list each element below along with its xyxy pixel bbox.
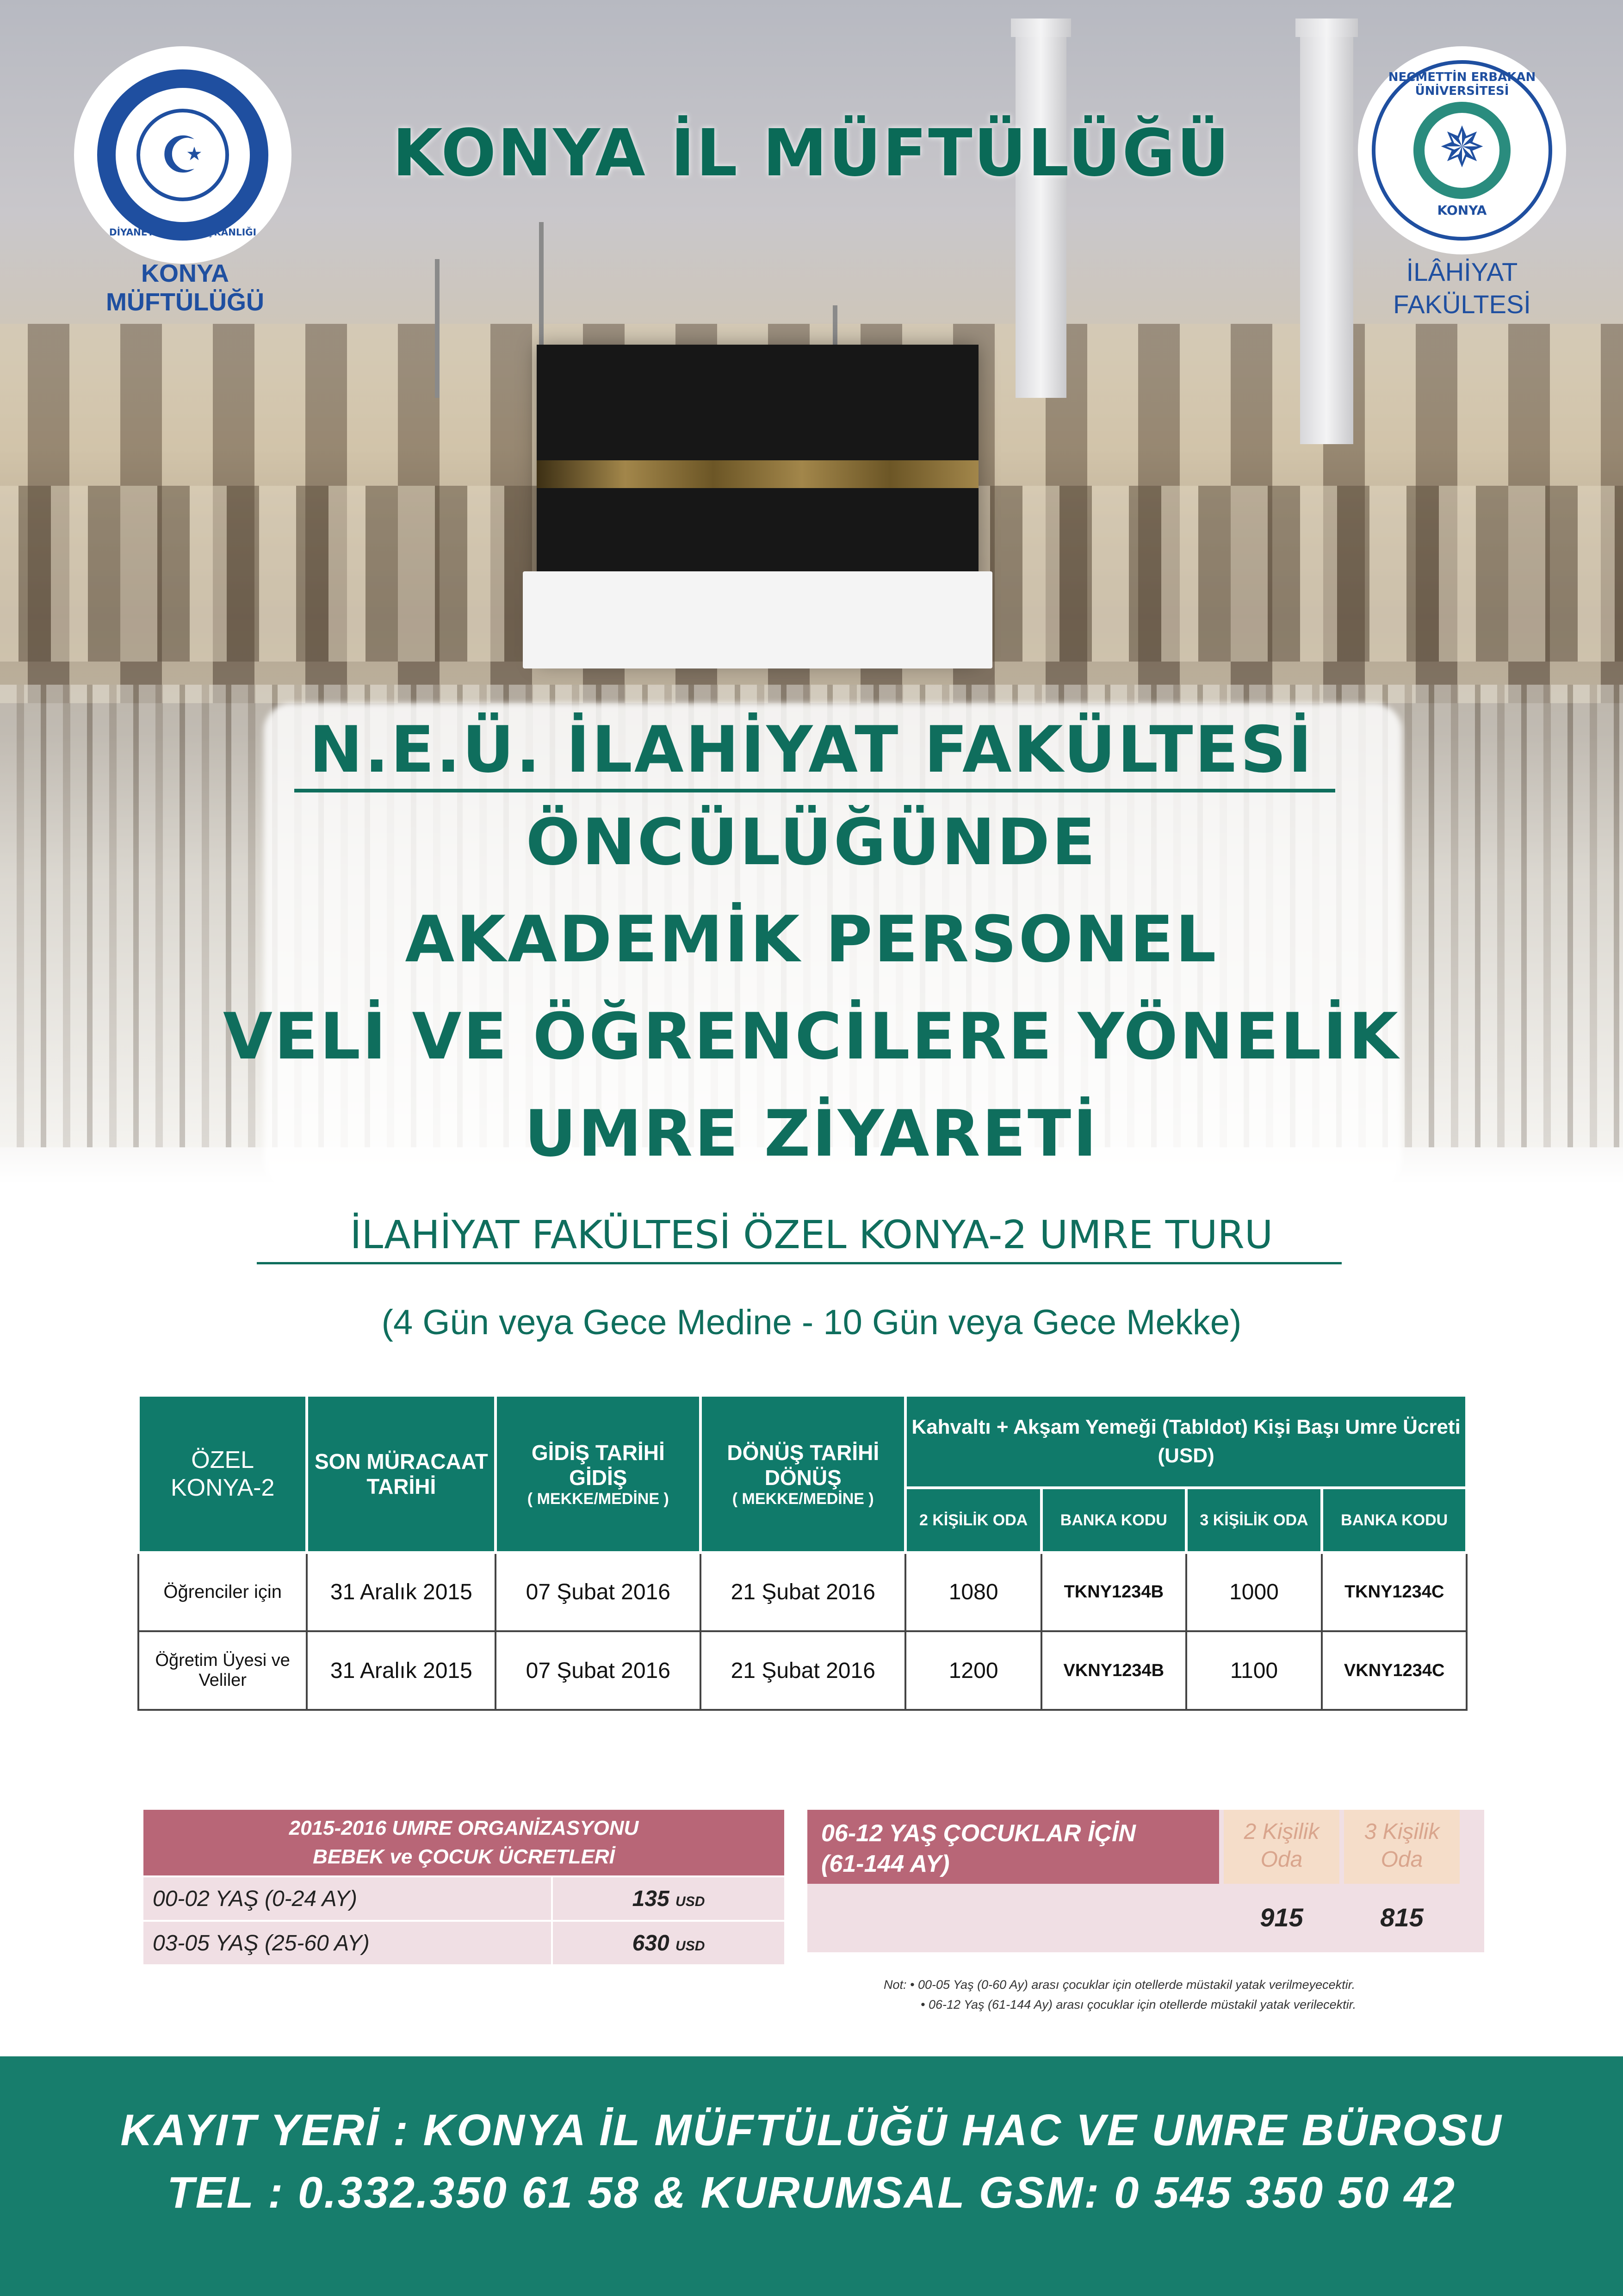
cell-room2: 1200 <box>905 1631 1041 1710</box>
older-kids-col-2 <box>1344 1810 1460 1884</box>
older-kids-panel <box>807 1810 1484 1952</box>
kids-amount <box>552 1876 784 1921</box>
kids-age-label: 00-02 YAŞ (0-24 AY) <box>143 1876 552 1921</box>
col-return-1: DÖNÜŞ TARİHİ <box>727 1440 880 1465</box>
minaret-right-top <box>1295 19 1358 37</box>
older-kids-title-1: 06-12 YAŞ ÇOCUKLAR İÇİN <box>821 1820 1136 1847</box>
cell-room3: 1100 <box>1186 1631 1322 1710</box>
logo-ring-text: DİYANET İŞLERİ BAŞKANLIĞI <box>109 227 257 238</box>
headline-line-5: UMRE ZİYARETİ <box>524 1096 1099 1171</box>
footer-line-2: TEL : 0.332.350 61 58 & KURUMSAL GSM: 0 545 350 50 42 <box>167 2168 1456 2217</box>
logo-ring-text: NECMETTİN ERBAKAN ÜNİVERSİTESİ <box>1388 70 1536 98</box>
kids-note-2: • 06-12 Yaş (61-144 Ay) arası çocuklar için otellerde müstakil yatak verilecektir. <box>921 1998 1357 2011</box>
calligraphy-icon: ☪ <box>160 125 206 185</box>
kids-header-1: 2015-2016 UMRE ORGANİZASYONU <box>289 1817 639 1839</box>
cell-room3: 1000 <box>1186 1553 1322 1631</box>
col-return-3: ( MEKKE/MEDİNE ) <box>732 1490 874 1508</box>
kids-amount <box>552 1921 784 1964</box>
kids-amount-value: 630 <box>632 1931 669 1956</box>
logo-inner-text: KONYA <box>1437 203 1487 218</box>
kaaba-skirt <box>523 571 992 668</box>
cell-bank1: VKNY1234B <box>1041 1631 1186 1710</box>
col-departure-3: ( MEKKE/MEDİNE ) <box>527 1490 669 1508</box>
table-row <box>143 1921 784 1964</box>
right-logo-caption-2: FAKÜLTESİ <box>1393 290 1531 319</box>
col-return-2: DÖNÜŞ <box>764 1465 842 1490</box>
kaaba <box>537 345 979 664</box>
headline-underline <box>294 789 1335 792</box>
minaret-right <box>1300 28 1353 444</box>
older-kids-col-1 <box>1224 1810 1339 1884</box>
cell-departure: 07 Şubat 2016 <box>496 1631 700 1710</box>
cell-departure: 07 Şubat 2016 <box>496 1553 700 1631</box>
cell-bank2: TKNY1234C <box>1322 1553 1467 1631</box>
older-kids-title <box>807 1810 1219 1884</box>
col-room3: 3 KİŞİLİK ODA <box>1186 1488 1322 1553</box>
kids-price-table <box>143 1810 784 1964</box>
kaaba-band <box>537 460 979 488</box>
table-row <box>143 1876 784 1921</box>
cell-room2: 1080 <box>905 1553 1041 1631</box>
col-departure-1: GİDİŞ TARİHİ <box>531 1440 665 1465</box>
older-kids-col-2-line-1: 3 Kişilik <box>1364 1819 1440 1844</box>
cell-group: Öğrenciler için <box>138 1553 307 1631</box>
col-departure <box>496 1395 700 1553</box>
left-logo-caption: KONYA MÜFTÜLÜĞÜ <box>106 260 264 316</box>
minaret-left <box>1016 28 1066 398</box>
cell-return: 21 Şubat 2016 <box>700 1631 905 1710</box>
headline-line-2: ÖNCÜLÜĞÜNDE <box>526 805 1097 879</box>
kids-header-2: BEBEK ve ÇOCUK ÜCRETLERİ <box>313 1845 615 1868</box>
headline-line-4: VELİ VE ÖĞRENCİLERE YÖNELİK <box>223 999 1400 1074</box>
kids-age-label: 03-05 YAŞ (25-60 AY) <box>143 1921 552 1964</box>
footer-banner <box>0 2056 1623 2296</box>
col-group: ÖZEL KONYA-2 <box>138 1395 307 1553</box>
col-price-header: Kahvaltı + Akşam Yemeği (Tabldot) Kişi Başı Umre Ücreti (USD) <box>905 1395 1467 1488</box>
col-departure-2: GİDİŞ <box>569 1465 627 1490</box>
col-room2: 2 KİŞİLİK ODA <box>905 1488 1041 1553</box>
older-kids-col-1-line-1: 2 Kişilik <box>1244 1819 1319 1844</box>
cell-deadline: 31 Aralık 2015 <box>307 1631 496 1710</box>
light-mast <box>435 259 440 398</box>
tour-title-underline <box>257 1262 1342 1264</box>
col-deadline: SON MÜRACAAT TARİHİ <box>307 1395 496 1553</box>
kids-note-1: Not: • 00-05 Yaş (0-60 Ay) arası çocuklar için otellerde müstakil yatak verilmeyecektir. <box>884 1978 1356 1992</box>
cell-return: 21 Şubat 2016 <box>700 1553 905 1631</box>
tour-duration: (4 Gün veya Gece Medine - 10 Gün veya Gece Mekke) <box>381 1303 1242 1342</box>
right-logo-caption-1: İLÂHİYAT <box>1406 257 1518 286</box>
cell-bank2: VKNY1234C <box>1322 1631 1467 1710</box>
tour-title: İLAHİYAT FAKÜLTESİ ÖZEL KONYA-2 UMRE TURU <box>350 1212 1273 1257</box>
col-return <box>700 1395 905 1553</box>
tour-price-table <box>137 1394 1468 1711</box>
minaret-left-top <box>1011 19 1071 37</box>
kids-header <box>143 1810 784 1876</box>
older-kids-value-1: 915 <box>1260 1903 1303 1932</box>
cell-bank1: TKNY1234B <box>1041 1553 1186 1631</box>
kids-amount-value: 135 <box>632 1886 669 1911</box>
table-row <box>138 1553 1467 1631</box>
older-kids-col-1-line-2: Oda <box>1260 1847 1303 1872</box>
headline-line-3: AKADEMİK PERSONEL <box>405 902 1218 977</box>
kids-amount-unit: USD <box>675 1938 705 1954</box>
star-motif-icon: ✵ <box>1438 116 1486 180</box>
older-kids-value-2: 815 <box>1380 1903 1424 1932</box>
table-row <box>138 1631 1467 1710</box>
page-title: KONYA İL MÜFTÜLÜĞÜ <box>392 116 1231 191</box>
older-kids-col-2-line-2: Oda <box>1381 1847 1423 1872</box>
cell-group: Öğretim Üyesi ve Veliler <box>138 1631 307 1710</box>
col-bank2: BANKA KODU <box>1322 1488 1467 1553</box>
kids-amount-unit: USD <box>675 1894 705 1909</box>
col-bank1: BANKA KODU <box>1041 1488 1186 1553</box>
footer-line-1: KAYIT YERİ : KONYA İL MÜFTÜLÜĞÜ HAC VE UMRE BÜROSU <box>120 2105 1503 2155</box>
older-kids-title-2: (61-144 AY) <box>821 1850 950 1877</box>
cell-deadline: 31 Aralık 2015 <box>307 1553 496 1631</box>
headline-line-1: N.E.Ü. İLAHİYAT FAKÜLTESİ <box>309 712 1314 787</box>
